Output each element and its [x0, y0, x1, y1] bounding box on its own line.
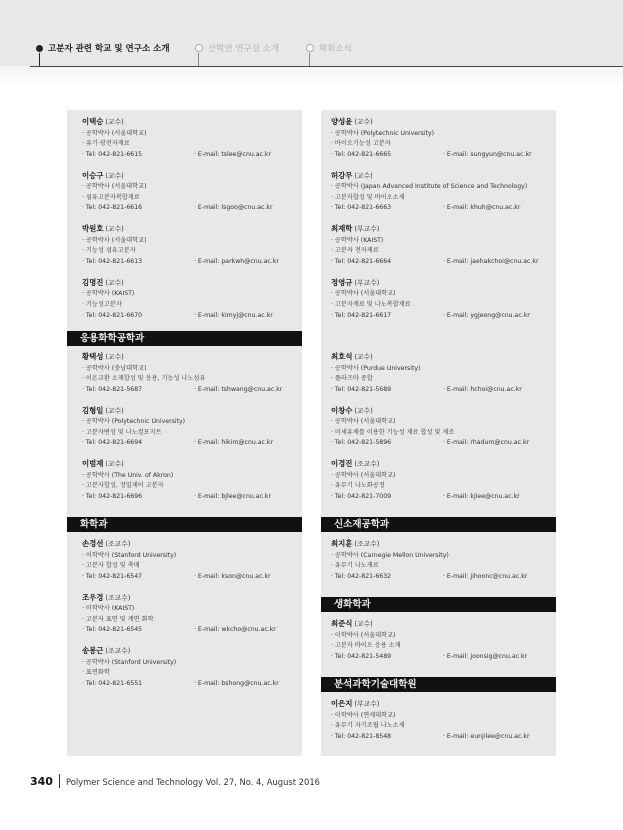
faculty-tel: · Tel: 042-821-6617 [331, 311, 392, 319]
faculty-tel: · Tel: 042-821-5896 [331, 439, 392, 447]
faculty-contact [82, 572, 307, 583]
faculty-email[interactable]: · E-mail: khuh@cnu.ac.kr [443, 204, 521, 212]
faculty-contact [82, 311, 307, 322]
faculty-detail: · 공학박사 (서울대학교) [82, 236, 147, 244]
faculty-contact [82, 492, 307, 503]
faculty-tel: · Tel: 042-821-8548 [331, 732, 392, 740]
faculty-tel: · Tel: 042-821-5689 [331, 385, 392, 393]
faculty-rank: (부교수) [354, 278, 380, 287]
bullet-hollow-icon [306, 44, 314, 52]
faculty-tel: · Tel: 042-821-6615 [82, 150, 143, 158]
tab-label: 고분자 관련 학교 및 연구소 소개 [48, 44, 170, 54]
tab-stem [309, 53, 310, 66]
faculty-detail: · 고분자 전자재료 [331, 247, 379, 255]
faculty-email[interactable]: · E-mail: wkcho@cnu.ac.kr [194, 626, 276, 634]
faculty-detail: · 공학박사 (서울대학교) [82, 129, 147, 137]
faculty-email[interactable]: · E-mail: joonsig@cnu.ac.kr [443, 652, 528, 660]
faculty-tel: · Tel: 042-821-6694 [82, 439, 143, 447]
faculty-detail: · 미세유체를 이용한 기능성 재료 합성 및 제조 [331, 428, 455, 436]
tab-lab-intro[interactable] [195, 42, 279, 54]
faculty-heading [331, 406, 556, 418]
faculty-name: 이경진 [331, 459, 353, 469]
faculty-name: 박원호 [82, 224, 104, 234]
department-header: 분석과학기술대학원 [321, 677, 556, 692]
faculty-entry [331, 459, 556, 503]
faculty-name: 이창수 [331, 405, 353, 415]
faculty-contact [82, 257, 307, 268]
faculty-rank: (교수) [105, 278, 124, 287]
faculty-entry [82, 406, 307, 450]
faculty-detail: · 고분자합성 및 바이오소재 [331, 193, 405, 201]
department-header: 신소재공학과 [321, 517, 556, 532]
faculty-rank: (교수) [105, 225, 124, 234]
faculty-entry [331, 619, 556, 663]
faculty-tel: · Tel: 042-821-6665 [331, 150, 392, 158]
faculty-name: 최지훈 [331, 539, 353, 548]
faculty-heading [82, 278, 307, 290]
faculty-name: 황택성 [82, 352, 104, 361]
faculty-detail: · 고분자 바이오 응용 소재 [331, 642, 401, 650]
faculty-detail: · 공학박사 (KAIST) [331, 236, 384, 244]
faculty-heading [82, 352, 307, 364]
faculty-rank: (교수) [354, 118, 373, 126]
faculty-rank: (교수) [105, 460, 124, 469]
faculty-email[interactable]: · E-mail: kjlee@cnu.ac.kr [443, 492, 520, 500]
faculty-contact [331, 572, 556, 583]
faculty-entry [331, 278, 556, 322]
faculty-tel: · Tel: 042-821-5489 [331, 652, 392, 660]
faculty-entry [331, 171, 556, 215]
faculty-entry [82, 171, 307, 215]
faculty-tel: · Tel: 042-821-6616 [82, 204, 143, 212]
faculty-contact [331, 203, 556, 214]
faculty-email[interactable]: · E-mail: sungyun@cnu.ac.kr [443, 150, 532, 158]
faculty-detail: · 이학박사 (Stanford University) [82, 551, 177, 559]
faculty-email[interactable]: · E-mail: ygjeong@cnu.ac.kr [443, 311, 530, 319]
faculty-name: 김명진 [82, 277, 104, 287]
faculty-detail: · 유무기 자기조립 나노소재 [331, 722, 405, 730]
faculty-heading [82, 171, 307, 183]
faculty-heading [331, 699, 556, 711]
faculty-contact [331, 492, 556, 503]
faculty-name: 손경선 [82, 539, 104, 548]
faculty-tel: · Tel: 042-821-6547 [82, 572, 143, 580]
department-header: 화학과 [67, 517, 302, 532]
faculty-tel: · Tel: 042-821-6613 [82, 257, 143, 265]
faculty-email[interactable]: · E-mail: hchoi@cnu.ac.kr [443, 385, 522, 393]
header-rule [30, 66, 623, 67]
faculty-detail: · 유기·광전자재료 [82, 140, 130, 148]
faculty-detail: · 이온교환 소재합성 및 응용, 기능성 나노섬유 [82, 375, 206, 383]
faculty-rank: (교수) [105, 353, 124, 361]
faculty-name: 이은지 [331, 699, 353, 708]
faculty-name: 이승구 [82, 170, 104, 180]
tab-label: 학회소식 [319, 44, 352, 54]
faculty-heading [331, 619, 556, 631]
faculty-heading [331, 459, 556, 471]
faculty-detail: · 기능성고분자 [82, 300, 122, 308]
tab-stem [39, 53, 40, 66]
faculty-contact [331, 150, 556, 161]
faculty-detail: · 이학박사 (KAIST) [82, 605, 135, 613]
faculty-detail: · 고분자 합성 및 촉매 [82, 562, 140, 570]
faculty-detail: · 공학박사 (충남대학교) [82, 364, 147, 372]
faculty-rank: (조교수) [354, 460, 380, 469]
tab-label: 산학연 연구실 소개 [208, 44, 280, 54]
faculty-name: 이택승 [82, 117, 104, 126]
faculty-detail: · 공학박사 (Stanford University) [82, 658, 177, 666]
faculty-detail: · 공학박사 (Polytechnic University) [82, 418, 186, 426]
faculty-contact [331, 732, 556, 743]
faculty-detail: · 공학박사 (Purdue University) [331, 364, 421, 372]
faculty-name: 허강무 [331, 170, 353, 180]
faculty-entry [331, 539, 556, 583]
faculty-tel: · Tel: 042-821-6670 [82, 311, 143, 319]
faculty-rank: (부교수) [354, 700, 380, 708]
faculty-email[interactable]: · E-mail: jaehakchoi@cnu.ac.kr [443, 257, 539, 265]
faculty-entry [82, 117, 307, 161]
faculty-tel: · Tel: 042-821-6551 [82, 679, 143, 687]
faculty-rank: (조교수) [105, 540, 131, 548]
faculty-rank: (교수) [354, 406, 373, 415]
page-footer [30, 774, 320, 788]
faculty-contact [331, 257, 556, 268]
faculty-entry [82, 593, 307, 637]
faculty-rank: (교수) [354, 171, 373, 180]
faculty-detail: · 유무기 나노재료 [331, 562, 379, 570]
faculty-detail: · 이학박사 (연세대학교) [331, 711, 396, 719]
faculty-entry [82, 278, 307, 322]
faculty-rank: (교수) [354, 620, 373, 628]
department-header: 응용화학공학과 [67, 331, 302, 346]
faculty-email[interactable]: · E-mail: kson@cnu.ac.kr [194, 572, 271, 580]
faculty-detail: · 공학박사 (서울대학교) [82, 183, 147, 191]
faculty-detail: · 고분자 표면 및 계면 화학 [82, 615, 154, 623]
faculty-heading [331, 224, 556, 236]
header-band [0, 0, 623, 66]
faculty-tel: · Tel: 042-821-5687 [82, 385, 143, 393]
faculty-detail: · 공학박사 (Japan Advanced Institute of Science and Technology) [331, 183, 528, 191]
footer-divider [59, 774, 60, 788]
faculty-rank: (교수) [354, 353, 373, 361]
faculty-detail: · 공학박사 (The Univ. of Akron) [82, 471, 174, 479]
faculty-tel: · Tel: 042-821-6545 [82, 626, 143, 634]
faculty-heading [82, 459, 307, 471]
faculty-contact [331, 652, 556, 663]
faculty-entry [82, 352, 307, 396]
faculty-name: 양성윤 [331, 117, 353, 126]
faculty-heading [82, 224, 307, 236]
faculty-heading [82, 117, 307, 129]
faculty-detail: · 공학박사 (KAIST) [82, 290, 135, 298]
faculty-detail: · 플라즈마 중합 [331, 375, 373, 383]
faculty-heading [331, 352, 556, 364]
faculty-contact [82, 679, 307, 690]
bullet-hollow-icon [195, 44, 203, 52]
faculty-email[interactable]: · E-mail: hikim@cnu.ac.kr [194, 439, 274, 447]
faculty-tel: · Tel: 042-821-6664 [331, 257, 392, 265]
faculty-heading [331, 171, 556, 183]
faculty-entry [331, 406, 556, 450]
faculty-rank: (조교수) [354, 540, 380, 548]
faculty-heading [331, 278, 556, 290]
faculty-entry [82, 459, 307, 503]
faculty-name: 조우경 [82, 592, 104, 602]
faculty-email[interactable]: · E-mail: jihoonc@cnu.ac.kr [443, 572, 528, 580]
faculty-entry [82, 539, 307, 583]
faculty-entry [82, 646, 307, 690]
faculty-contact [82, 203, 307, 214]
faculty-name: 정영규 [331, 277, 353, 287]
faculty-contact [331, 385, 556, 396]
tab-stem [198, 53, 199, 66]
faculty-detail: · 바이오기능성 고분자 [331, 140, 391, 148]
faculty-email[interactable]: · E-mail: kimyj@cnu.ac.kr [194, 311, 273, 319]
faculty-detail: · 공학박사 (Carnegie Mellon University) [331, 551, 449, 559]
department-header: 생화학과 [321, 597, 556, 612]
faculty-name: 최준식 [331, 619, 353, 628]
faculty-entry [331, 224, 556, 268]
bullet-filled-icon [36, 45, 43, 52]
faculty-heading [82, 593, 307, 605]
faculty-contact [82, 150, 307, 161]
faculty-heading [82, 539, 307, 551]
faculty-rank: (교수) [105, 118, 124, 126]
faculty-contact [82, 385, 307, 396]
faculty-tel: · Tel: 042-821-7009 [331, 492, 392, 500]
faculty-heading [82, 646, 307, 658]
faculty-entry [331, 117, 556, 161]
faculty-detail: · 공학박사 (Polytechnic University) [331, 129, 435, 137]
faculty-detail: · 공학박사 (서울대학교) [331, 471, 396, 479]
faculty-entry [82, 224, 307, 268]
faculty-detail: · 고분자합성, 정밀제어 고분자 [82, 482, 164, 490]
faculty-contact [331, 311, 556, 322]
faculty-rank: (교수) [105, 406, 124, 415]
faculty-detail: · 기능성 섬유고분자 [82, 247, 136, 255]
faculty-rank: (조교수) [105, 593, 131, 602]
faculty-email[interactable]: · E-mail: lsgoo@cnu.ac.kr [194, 204, 273, 212]
faculty-email[interactable]: · E-mail: tslee@cnu.ac.kr [194, 150, 272, 158]
faculty-rank: (교수) [105, 171, 124, 180]
faculty-contact [331, 438, 556, 449]
faculty-tel: · Tel: 042-821-6632 [331, 572, 392, 580]
page-number: 340 [30, 775, 53, 788]
faculty-rank: (부교수) [354, 225, 380, 234]
faculty-name: 송봉근 [82, 646, 104, 656]
faculty-detail: · 고분자재료 및 나노복합재료 [331, 300, 411, 308]
faculty-email[interactable]: · E-mail: bjlee@cnu.ac.kr [194, 492, 272, 500]
faculty-rank: (조교수) [105, 647, 131, 656]
faculty-contact [82, 625, 307, 636]
faculty-tel: · Tel: 042-821-6696 [82, 492, 143, 500]
faculty-email[interactable]: · E-mail: bshong@cnu.ac.kr [194, 679, 279, 687]
journal-citation: Polymer Science and Technology Vol. 27, No. 4, August 2016 [65, 777, 320, 787]
section-header-bar [0, 0, 623, 86]
faculty-detail: · 표면화학 [82, 669, 110, 677]
faculty-tel: · Tel: 042-821-6663 [331, 204, 392, 212]
faculty-name: 이범재 [82, 459, 104, 469]
faculty-heading [82, 406, 307, 418]
faculty-detail: · 고분자변성 및 나노컴포지트 [82, 428, 162, 436]
faculty-email[interactable]: · E-mail: rhadum@cnu.ac.kr [443, 439, 530, 447]
faculty-name: 김형일 [82, 405, 104, 415]
faculty-name: 최재학 [331, 224, 353, 234]
faculty-entry [331, 352, 556, 396]
faculty-heading [331, 539, 556, 551]
faculty-detail: · 이학박사 (서울대학교) [331, 631, 396, 639]
faculty-detail: · 공학박사 (서울대학교) [331, 418, 396, 426]
faculty-entry [331, 699, 556, 743]
faculty-email[interactable]: · E-mail: parkwh@cnu.ac.kr [194, 257, 279, 265]
header-fade [0, 66, 623, 86]
tab-school-institute-intro[interactable] [36, 42, 170, 54]
faculty-detail: · 공학박사 (서울대학교) [331, 290, 396, 298]
faculty-name: 최호석 [331, 352, 353, 361]
faculty-detail: · 유무기 나노화공정 [331, 482, 385, 490]
faculty-email[interactable]: · E-mail: tshwang@cnu.ac.kr [194, 385, 283, 393]
faculty-contact [82, 438, 307, 449]
faculty-email[interactable]: · E-mail: eunjilee@cnu.ac.kr [443, 732, 530, 740]
faculty-heading [331, 117, 556, 129]
faculty-detail: · 섬유고분자복합재료 [82, 193, 140, 201]
tab-society-news[interactable] [306, 42, 352, 54]
